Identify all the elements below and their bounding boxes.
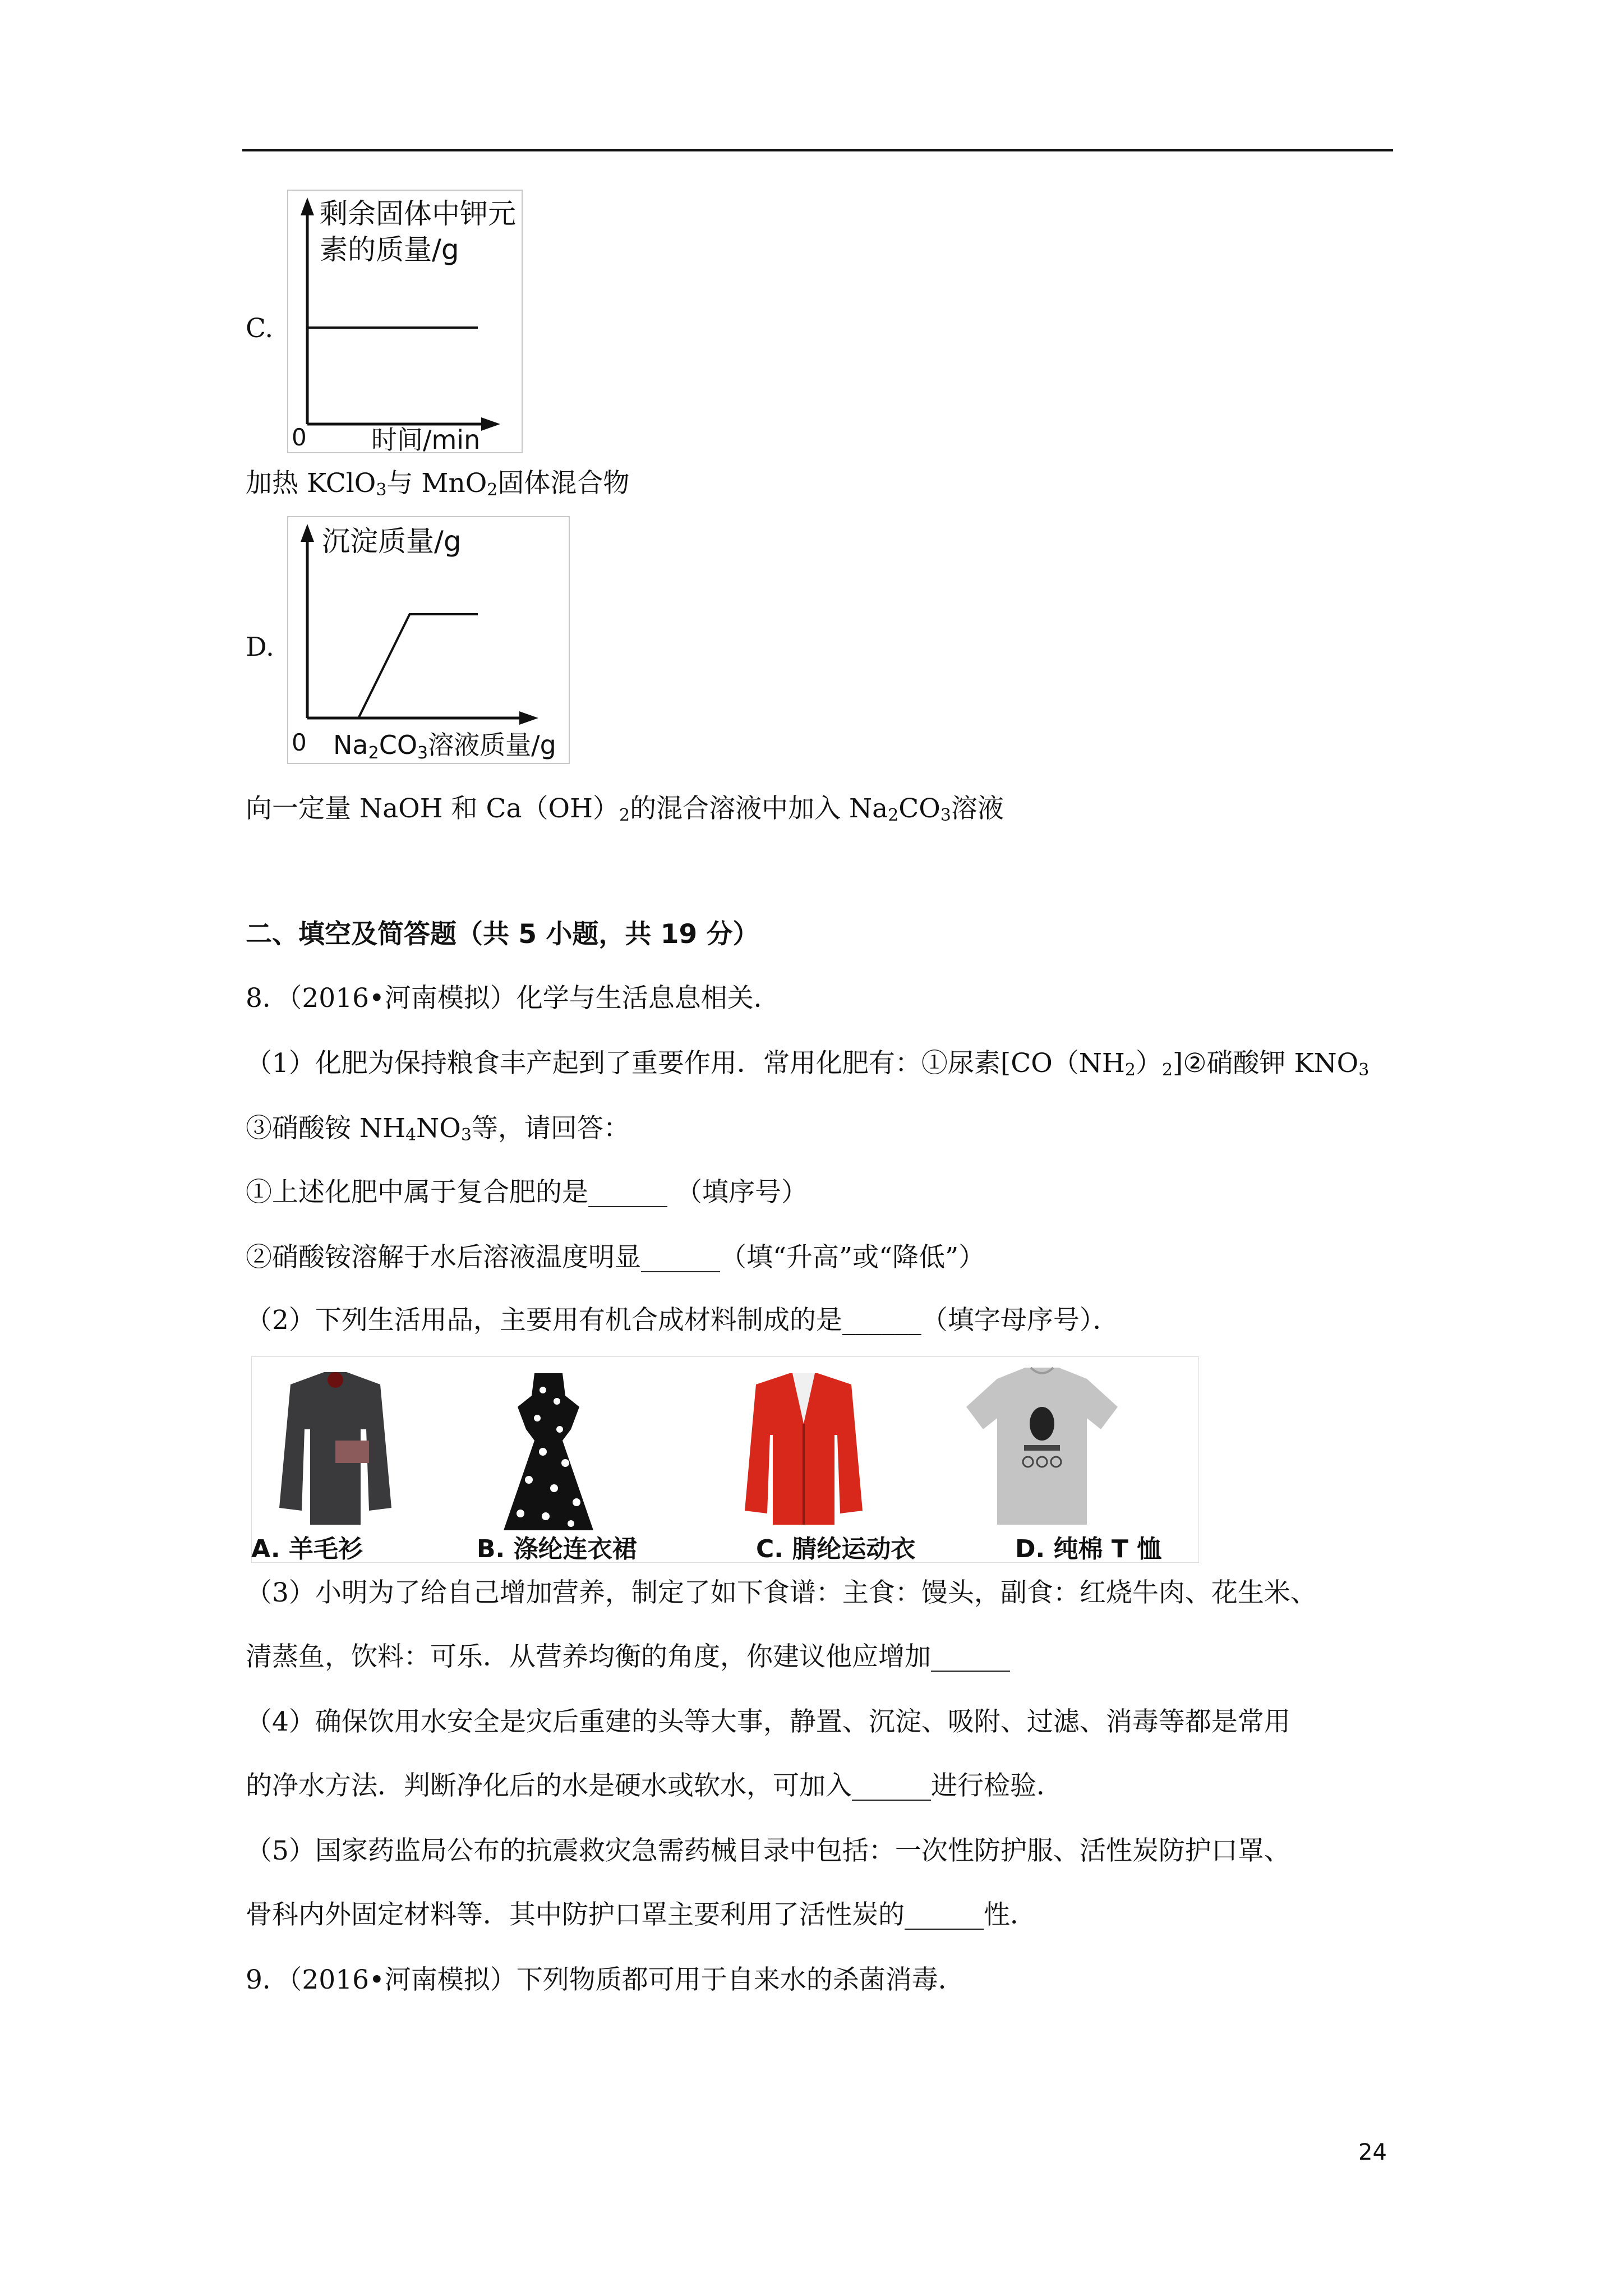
q8-part1-subq2: ②硝酸铵溶解于水后溶液温度明显______（填“升高”或“降低”）: [246, 1242, 985, 1273]
y-axis-arrow: [301, 197, 314, 215]
q8-part4-line1: （4）确保饮用水安全是灾后重建的头等大事，静置、沉淀、吸附、过滤、消毒等都是常用: [246, 1706, 1290, 1737]
q8-part1-line1: （1）化肥为保持粮食丰产起到了重要作用．常用化肥有：①尿素$[CO(NH_2)_2]②$硝酸钾 $KNO_3$: [246, 1048, 1370, 1080]
header-rule: [242, 149, 1393, 151]
option-d-chart: [287, 516, 570, 764]
series-line: [307, 614, 478, 718]
photo-caption-d: D. 纯棉 T 恤: [1015, 1535, 1162, 1563]
y-axis-arrow: [301, 524, 314, 542]
clothing-photo-strip: [251, 1356, 1199, 1563]
section-title: 二、填空及简答题（共 5 小题，共 19 分）: [246, 919, 759, 950]
option-c-caption: 加热 KClO$_3$与 MnO$_2$固体混合物: [246, 468, 630, 500]
q8-part1-subq1: ①上述化肥中属于复合肥的是______ （填序号）: [246, 1177, 808, 1208]
x-axis-arrow: [519, 711, 538, 725]
q8-part3-line1: （3）小明为了给自己增加营养，制定了如下食谱：主食：馒头，副食：红烧牛肉、花生米、: [246, 1577, 1317, 1608]
origin-label: 0: [292, 424, 307, 451]
red-jacket-icon: [745, 1373, 863, 1525]
photo-caption-c: C. 腈纶运动衣: [756, 1535, 916, 1563]
q8-part2: （2）下列生活用品，主要用有机合成材料制成的是______（填字母序号）．: [246, 1305, 1119, 1336]
y-axis-label: 沉淀质量/g: [322, 525, 462, 558]
sweater-icon: [279, 1372, 391, 1525]
x-axis-arrow: [481, 417, 500, 431]
option-d-caption: 向一定量 NaOH 和 $Ca(OH)_2$的混合溶液中加入 $Na_2CO_3$溶液: [246, 793, 1004, 825]
q8-part1-line2: ③硝酸铵 $NH_4NO_3$等，请回答：: [246, 1113, 630, 1145]
y-axis-label-line2: 素的质量/g: [320, 233, 459, 266]
y-axis-label-line1: 剩余固体中钾元: [320, 197, 516, 230]
question-8-stem: 8．（2016•河南模拟）化学与生活息息相关．: [246, 983, 780, 1014]
option-d-letter: D.: [246, 632, 274, 662]
page-number: 24: [1358, 2139, 1387, 2165]
x-axis-label: 时间/min: [371, 425, 481, 453]
photo-caption-b: B. 涤纶连衣裙: [477, 1535, 637, 1563]
q8-part5-line2: 骨科内外固定材料等．其中防护口罩主要利用了活性炭的______性．: [246, 1899, 1036, 1930]
option-c-chart: [287, 190, 523, 453]
origin-label: 0: [292, 729, 307, 756]
option-c-letter: C.: [246, 313, 274, 344]
q8-part3-line2: 清蒸鱼，饮料：可乐．从营养均衡的角度，你建议他应增加______: [246, 1641, 1010, 1672]
q8-part4-line2: 的净水方法．判断净化后的水是硬水或软水，可加入______进行检验．: [246, 1770, 1063, 1801]
photo-caption-a: A. 羊毛衫: [251, 1535, 363, 1563]
x-axis-label: Na2CO3溶液质量/g: [333, 730, 556, 763]
question-9-stem: 9．（2016•河南模拟）下列物质都可用于自来水的杀菌消毒．: [246, 1964, 965, 1995]
q8-part5-line1: （5）国家药监局公布的抗震救灾急需药械目录中包括：一次性防护服、活性炭防护口罩、: [246, 1835, 1290, 1866]
